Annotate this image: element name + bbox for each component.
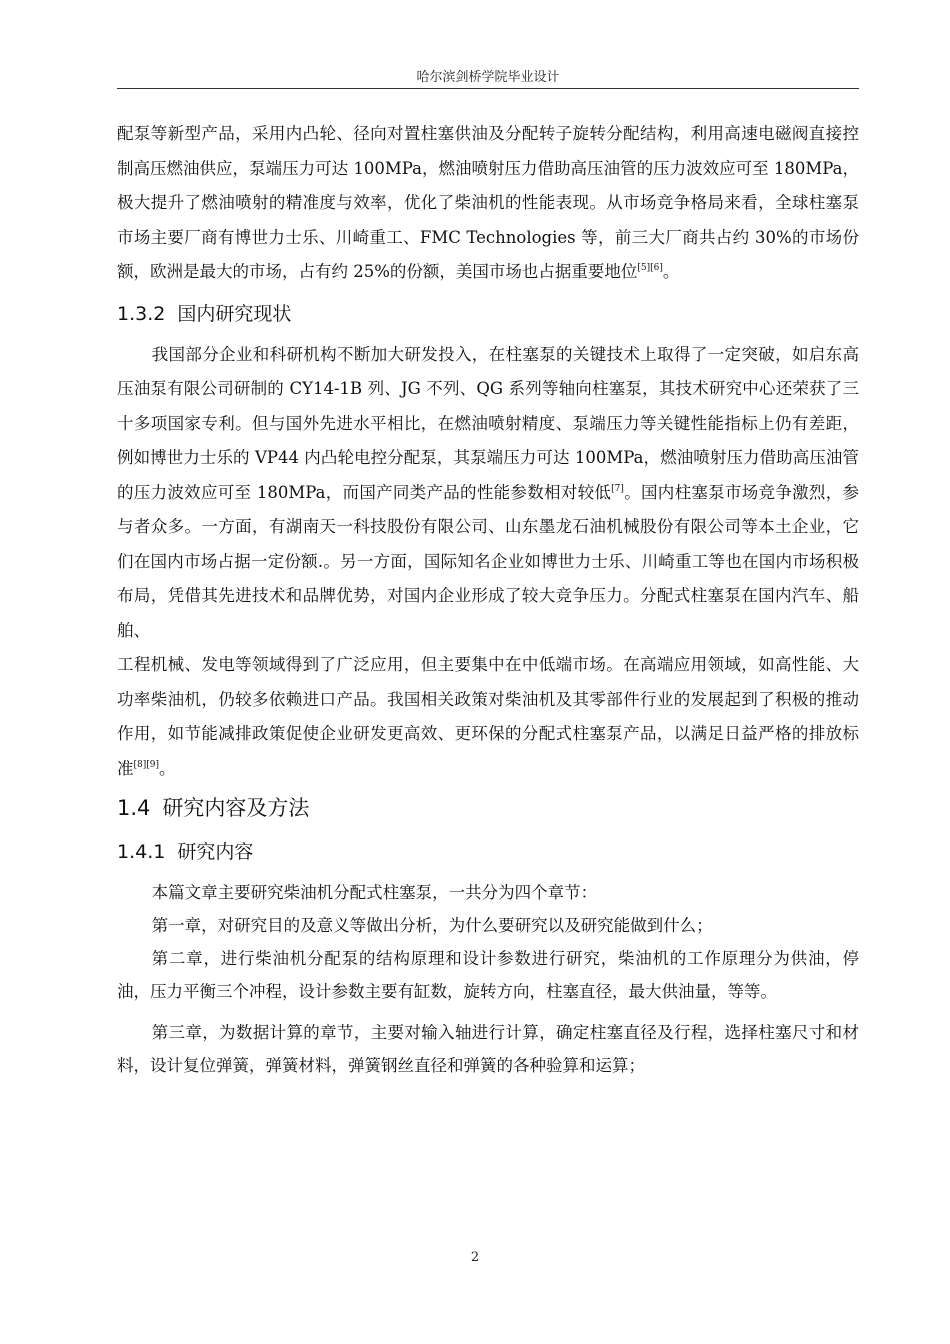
paragraph-text: 配泵等新型产品，采用内凸轮、径向对置柱塞供油及分配转子旋转分配结构，利用高速电磁阀直接控制高压燃油供应，泵端压力可达 100MPa，燃油喷射压力借助高压油管的压力波效应可至 180MPa，极大提升了燃油喷射的精准度与效率，优化了柴油机的性能表现。从市场竞争格局来看，全球柱塞泵市场主要厂商有博世力士乐、川崎重工、FMC Technologies 等，前三大厂商共占约 30%的市场份额，欧洲是最大的市场，占有约 25%的份额，美国市场也占据重要地位 xyxy=(117,124,859,281)
paragraph-chapter-two: 第二章，进行柴油机分配泵的结构原理和设计参数进行研究，柴油机的工作原理分为供油，停油，压力平衡三个冲程，设计参数主要有缸数，旋转方向，柱塞直径，最大供油量，等等。 xyxy=(117,949,859,1001)
section-heading-1-4-1 xyxy=(117,834,859,870)
paragraph-domestic-research xyxy=(117,338,859,649)
paragraph-domestic-applications xyxy=(117,648,859,786)
paragraph-text: 我国部分企业和科研机构不断加大研发投入，在柱塞泵的关键技术上取得了一定突破，如启东高压油泵有限公司研制的 CY14-1B 列、JG 不列、QG 系列等轴向柱塞泵，其技术研究中心还荣获了三十多项国家专利。但与国外先进水平相比，在燃油喷射精度、泵端压力等关键性能指标上仍有差距，例如博世力士乐的 VP44 内凸轮电控分配泵，其泵端压力可达 100MPa，燃油喷射压力借助高压油管的压力波效应可至 180MPa，而国产同类产品的性能参数相对较低 xyxy=(117,344,859,502)
paragraph-international-market xyxy=(117,117,859,290)
paragraph-content-overview: 本篇文章主要研究柴油机分配式柱塞泵，一共分为四个章节： xyxy=(151,883,598,902)
page-number: 2 xyxy=(470,1250,480,1265)
page-body xyxy=(117,117,859,1082)
citation-ref: [5][6] xyxy=(637,263,663,273)
paragraph-chapter-one: 第一章，对研究目的及意义等做出分析，为什么要研究以及研究能做到什么； xyxy=(151,916,713,935)
section-title: 国内研究现状 xyxy=(177,302,292,325)
paragraph-end: 。 xyxy=(159,758,176,778)
section-title: 研究内容 xyxy=(177,841,254,863)
section-number: 1.4.1 xyxy=(117,841,166,863)
citation-ref: [8][9] xyxy=(133,759,159,770)
paragraph-text: 工程机械、发电等领域得到了广泛应用，但主要集中在中低端市场。在高端应用领域，如高性能、大功率柴油机，仍较多依赖进口产品。我国相关政策对柴油机及其零部件行业的发展起到了积极的推动作用，如节能减排政策促使企业研发更高效、更环保的分配式柱塞泵产品，以满足日益严格的排放标准 xyxy=(117,655,859,778)
section-number: 1.3.2 xyxy=(117,302,166,325)
paragraph-end: 。 xyxy=(662,262,680,281)
paragraph-text-continued: 。国内柱塞泵市场竞争激烈，参与者众多。一方面，有湖南天一科技股份有限公司、山东墨龙石油机械股份有限公司等本土企业，它们在国内市场占据一定份额.。另一方面，国际知名企业如博世力士乐、川崎重工等也在国内市场积极布局，凭借其先进技术和品牌优势，对国内企业形成了较大竞争压力。分配式柱塞泵在国内汽车、船舶、 xyxy=(117,482,859,640)
section-heading-1-4 xyxy=(117,788,859,828)
section-title: 研究内容及方法 xyxy=(162,796,310,820)
citation-ref: [7] xyxy=(611,483,624,494)
section-heading-1-3-2 xyxy=(117,296,859,332)
page-header-title: 哈尔滨剑桥学院毕业设计 xyxy=(416,70,560,85)
header-divider xyxy=(117,88,859,89)
section-number: 1.4 xyxy=(117,796,151,820)
paragraph-chapter-three: 第三章，为数据计算的章节，主要对输入轴进行计算，确定柱塞直径及行程，选择柱塞尺寸和材料，设计复位弹簧，弹簧材料，弹簧钢丝直径和弹簧的各种验算和运算； xyxy=(117,1023,859,1075)
paragraph-spacer xyxy=(117,1008,859,1016)
